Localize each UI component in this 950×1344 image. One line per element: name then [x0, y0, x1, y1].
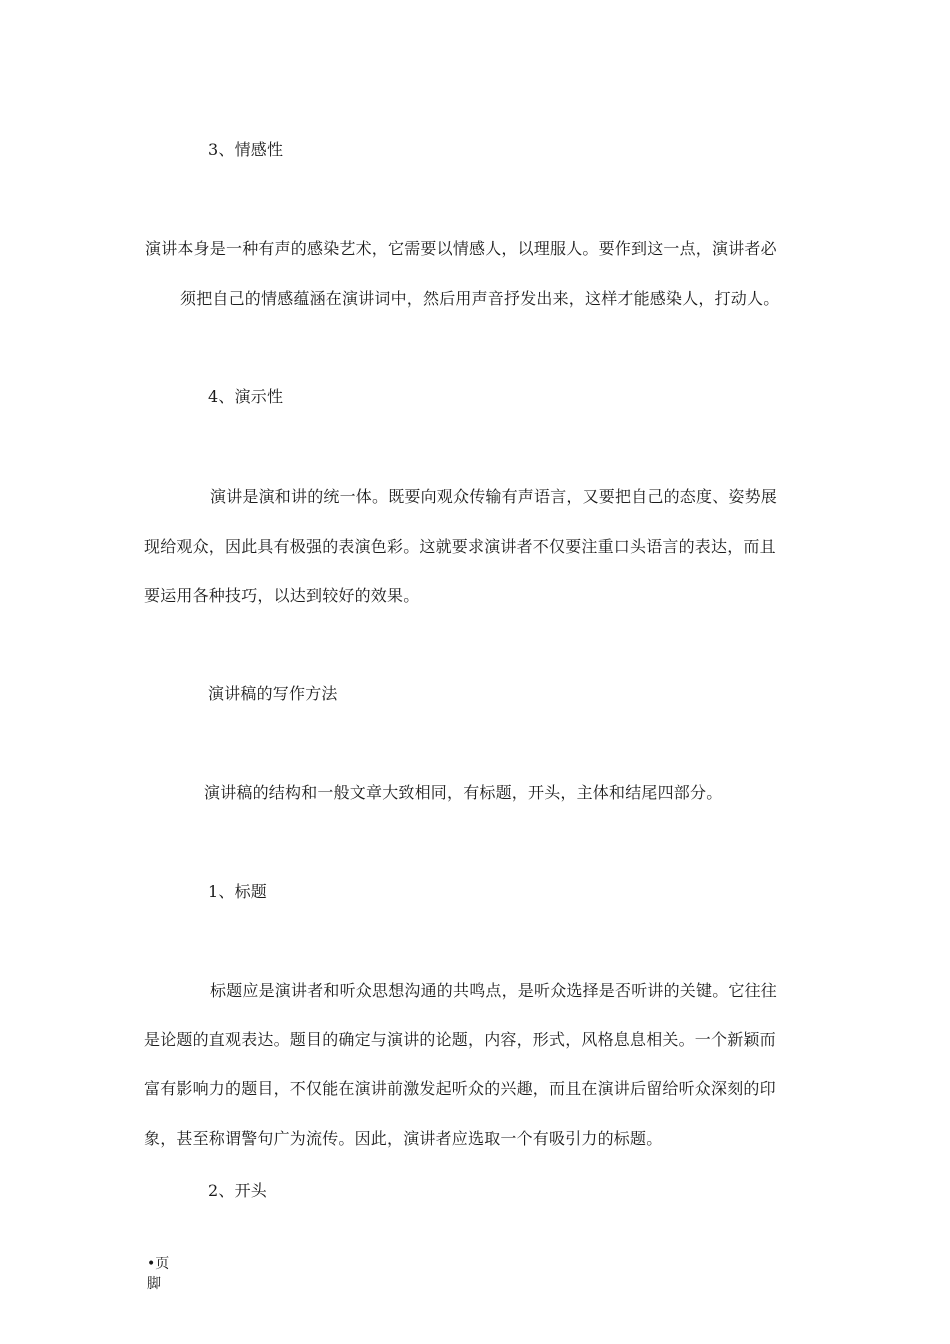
paragraph-line: 富有影响力的题目，不仅能在演讲前激发起听众的兴趣，而且在演讲后留给听众深刻的印: [144, 1079, 776, 1098]
paragraph-line: 标题应是演讲者和听众思想沟通的共鸣点，是听众选择是否听讲的关键。它往往: [210, 981, 778, 1000]
paragraph-line: 现给观众，因此具有极强的表演色彩。这就要求演讲者不仅要注重口头语言的表达，而且: [144, 537, 776, 556]
paragraph-line: 象，甚至称谓警句广为流传。因此，演讲者应选取一个有吸引力的标题。: [144, 1129, 663, 1148]
paragraph-line: 演讲本身是一种有声的感染艺术，它需要以情感人，以理服人。要作到这一点，演讲者必: [145, 239, 777, 258]
section-title: 演讲稿的写作方法: [208, 684, 338, 703]
heading-title: 1、标题: [208, 882, 267, 901]
heading-opening: 2、开头: [208, 1181, 267, 1200]
paragraph-line: 是论题的直观表达。题目的确定与演讲的论题，内容，形式，风格息息相关。一个新颖而: [144, 1030, 776, 1049]
paragraph-line: 演讲是演和讲的统一体。既要向观众传输有声语言，又要把自己的态度、姿势展: [210, 487, 778, 506]
paragraph-line: 要运用各种技巧，以达到较好的效果。: [144, 586, 420, 605]
heading-emotional: 3、情感性: [208, 140, 284, 159]
paragraph-line: 须把自己的情感蕴涵在演讲词中，然后用声音抒发出来，这样才能感染人，打动人。: [180, 289, 780, 308]
section-intro: 演讲稿的结构和一般文章大致相同，有标题，开头，主体和结尾四部分。: [204, 783, 723, 802]
page-footer: •页脚: [147, 1256, 170, 1292]
heading-demonstrative: 4、演示性: [208, 387, 284, 406]
